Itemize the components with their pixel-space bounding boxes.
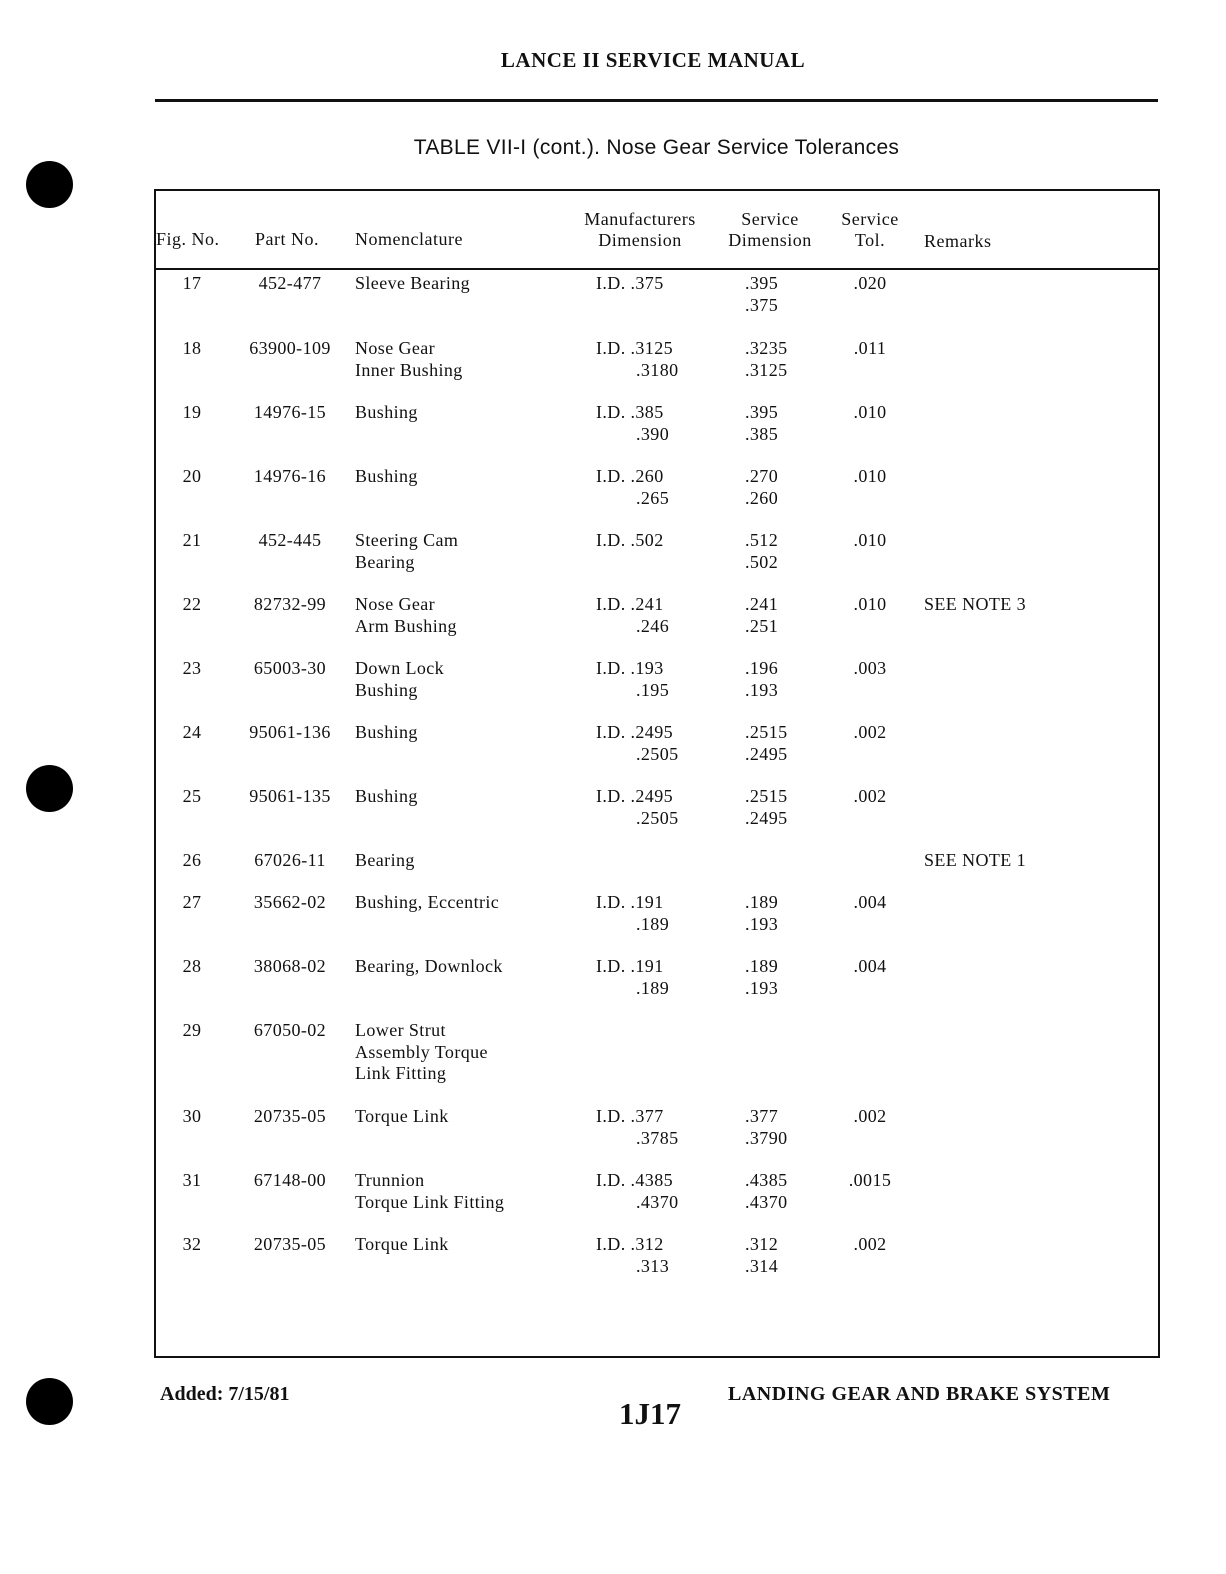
cell-service-dimension-line: .3125 <box>745 359 788 380</box>
cell-mfg-dimension-line: I.D. .193 <box>596 658 664 678</box>
cell-mfg-dimension-line: .390 <box>636 423 670 444</box>
column-header-fig-no: Fig. No. <box>156 229 220 249</box>
cell-mfg-dimension-line: I.D. .502 <box>596 530 664 550</box>
cell-mfg-dimension-line: .189 <box>636 913 670 934</box>
cell-mfg-dimension-line: .265 <box>636 487 670 508</box>
cell-mfg-dimension-line: .2505 <box>636 743 679 764</box>
cell-service-dimension <box>745 530 815 573</box>
cell-mfg-dimension <box>596 658 706 701</box>
cell-mfg-dimension-line: I.D. .2495 <box>596 786 673 806</box>
cell-mfg-dimension <box>596 530 706 552</box>
cell-service-tol: .004 <box>853 892 887 912</box>
header-divider <box>154 268 1160 270</box>
section-title: LANDING GEAR AND BRAKE SYSTEM <box>728 1383 1111 1405</box>
cell-service-dimension <box>745 786 815 829</box>
cell-service-dimension-line: .189 <box>745 892 779 912</box>
cell-service-dimension-line: .270 <box>745 466 779 486</box>
cell-nomenclature-line: Inner Bushing <box>355 359 463 380</box>
cell-fig-no: 18 <box>182 338 202 358</box>
binder-hole-top <box>26 161 73 208</box>
cell-service-dimension-line: .312 <box>745 1234 779 1254</box>
cell-mfg-dimension-line: .246 <box>636 615 670 636</box>
cell-service-dimension-line: .189 <box>745 956 779 976</box>
cell-fig-no: 25 <box>182 786 202 806</box>
cell-nomenclature-line: Bearing, Downlock <box>355 956 503 976</box>
cell-nomenclature-line: Bushing <box>355 466 418 486</box>
cell-service-tol: .010 <box>853 530 887 550</box>
cell-part-no: 67050-02 <box>253 1020 327 1040</box>
cell-service-dimension-line: .3235 <box>745 338 788 358</box>
cell-mfg-dimension <box>596 338 706 381</box>
column-header-mfg-line1: Manufacturers <box>584 209 696 229</box>
cell-fig-no: 22 <box>182 594 202 614</box>
cell-mfg-dimension <box>596 892 706 935</box>
cell-service-dimension <box>745 1170 815 1213</box>
cell-part-no: 38068-02 <box>253 956 327 976</box>
cell-part-no: 95061-136 <box>249 722 331 742</box>
cell-mfg-dimension-line: I.D. .191 <box>596 956 664 976</box>
cell-service-dimension <box>745 722 815 765</box>
column-header-nomenclature: Nomenclature <box>355 229 463 249</box>
cell-nomenclature-line: Torque Link Fitting <box>355 1191 505 1212</box>
cell-mfg-dimension-line: .3785 <box>636 1127 679 1148</box>
cell-fig-no: 29 <box>182 1020 202 1040</box>
cell-mfg-dimension <box>596 956 706 999</box>
cell-mfg-dimension <box>596 786 706 829</box>
cell-nomenclature-line: Sleeve Bearing <box>355 273 471 293</box>
cell-service-dimension <box>745 338 815 381</box>
cell-service-tol: .011 <box>853 338 887 358</box>
cell-service-tol: .010 <box>853 402 887 422</box>
column-header-svc-line1: Service <box>741 209 799 229</box>
cell-nomenclature <box>355 892 585 914</box>
cell-fig-no: 20 <box>182 466 202 486</box>
cell-mfg-dimension <box>596 1170 706 1213</box>
cell-nomenclature-line: Bushing <box>355 786 418 806</box>
cell-nomenclature-line: Bushing, Eccentric <box>355 892 500 912</box>
cell-service-dimension-line: .395 <box>745 402 779 422</box>
added-date: Added: 7/15/81 <box>160 1383 290 1405</box>
cell-service-dimension-line: .193 <box>745 913 779 934</box>
cell-nomenclature <box>355 1234 585 1256</box>
binder-hole-middle <box>26 765 73 812</box>
cell-service-tol: .002 <box>853 1234 887 1254</box>
cell-nomenclature-line: Torque Link <box>355 1234 449 1254</box>
cell-service-dimension-line: .314 <box>745 1255 779 1276</box>
cell-mfg-dimension <box>596 594 706 637</box>
cell-service-dimension-line: .193 <box>745 679 779 700</box>
cell-service-dimension <box>745 1234 815 1277</box>
cell-mfg-dimension <box>596 402 706 445</box>
cell-nomenclature-line: Nose Gear <box>355 594 436 614</box>
cell-service-dimension-line: .3790 <box>745 1127 788 1148</box>
cell-mfg-dimension-line: .2505 <box>636 807 679 828</box>
cell-mfg-dimension-line: I.D. .241 <box>596 594 664 614</box>
cell-service-dimension <box>745 594 815 637</box>
cell-nomenclature-line: Assembly Torque <box>355 1041 488 1062</box>
page-number: 1J17 <box>619 1396 681 1431</box>
cell-service-dimension <box>745 1106 815 1149</box>
column-header-part-no: Part No. <box>255 229 319 249</box>
cell-fig-no: 27 <box>182 892 202 912</box>
cell-nomenclature <box>355 786 585 808</box>
cell-service-tol: .002 <box>853 1106 887 1126</box>
cell-mfg-dimension-line: .3180 <box>636 359 679 380</box>
cell-nomenclature-line: Bearing <box>355 551 415 572</box>
cell-service-dimension-line: .395 <box>745 273 779 293</box>
cell-service-dimension-line: .377 <box>745 1106 779 1126</box>
cell-nomenclature-line: Down Lock <box>355 658 445 678</box>
cell-service-dimension-line: .2495 <box>745 743 788 764</box>
cell-service-dimension-line: .2515 <box>745 722 788 742</box>
cell-service-dimension-line: .2515 <box>745 786 788 806</box>
cell-service-dimension-line: .4385 <box>745 1170 788 1190</box>
cell-service-tol: .004 <box>853 956 887 976</box>
cell-service-tol: .020 <box>853 273 887 293</box>
cell-mfg-dimension-line: .313 <box>636 1255 670 1276</box>
cell-fig-no: 23 <box>182 658 202 678</box>
cell-service-dimension-line: .512 <box>745 530 779 550</box>
column-header-remarks: Remarks <box>924 231 992 251</box>
cell-remarks: SEE NOTE 1 <box>924 850 1026 870</box>
column-header-mfg-dimension <box>570 209 710 251</box>
cell-service-dimension <box>745 466 815 509</box>
cell-service-dimension-line: .375 <box>745 294 779 315</box>
cell-fig-no: 19 <box>182 402 202 422</box>
column-header-svc-tol <box>830 209 910 251</box>
cell-service-tol: .010 <box>853 466 887 486</box>
cell-mfg-dimension-line: I.D. .3125 <box>596 338 673 358</box>
cell-service-dimension-line: .4370 <box>745 1191 788 1212</box>
cell-nomenclature-line: Lower Strut <box>355 1020 446 1040</box>
cell-part-no: 67148-00 <box>253 1170 327 1190</box>
cell-mfg-dimension-line: I.D. .191 <box>596 892 664 912</box>
cell-part-no: 63900-109 <box>249 338 331 358</box>
cell-nomenclature <box>355 1106 585 1128</box>
cell-nomenclature-line: Bushing <box>355 679 418 700</box>
cell-fig-no: 24 <box>182 722 202 742</box>
cell-fig-no: 30 <box>182 1106 202 1126</box>
cell-nomenclature <box>355 956 585 978</box>
cell-fig-no: 32 <box>182 1234 202 1254</box>
cell-fig-no: 17 <box>182 273 202 293</box>
cell-nomenclature <box>355 1170 585 1213</box>
cell-part-no: 65003-30 <box>253 658 327 678</box>
cell-part-no: 82732-99 <box>253 594 327 614</box>
cell-service-dimension <box>745 892 815 935</box>
cell-nomenclature <box>355 273 585 295</box>
cell-nomenclature-line: Nose Gear <box>355 338 436 358</box>
cell-mfg-dimension <box>596 722 706 765</box>
cell-service-dimension-line: .196 <box>745 658 779 678</box>
cell-nomenclature-line: Steering Cam <box>355 530 459 550</box>
cell-mfg-dimension <box>596 273 706 295</box>
cell-service-tol: .002 <box>853 786 887 806</box>
cell-nomenclature <box>355 850 585 872</box>
cell-part-no: 14976-15 <box>253 402 327 422</box>
cell-service-dimension <box>745 402 815 445</box>
cell-part-no: 14976-16 <box>253 466 327 486</box>
cell-remarks: SEE NOTE 3 <box>924 594 1026 614</box>
cell-mfg-dimension-line: I.D. .385 <box>596 402 664 422</box>
column-header-svc-dimension <box>715 209 825 251</box>
cell-part-no: 95061-135 <box>249 786 331 806</box>
cell-service-dimension <box>745 658 815 701</box>
cell-nomenclature <box>355 1020 585 1085</box>
cell-service-dimension <box>745 956 815 999</box>
cell-mfg-dimension-line: I.D. .375 <box>596 273 664 293</box>
cell-mfg-dimension-line: I.D. .2495 <box>596 722 673 742</box>
cell-part-no: 35662-02 <box>253 892 327 912</box>
cell-service-tol: .0015 <box>848 1170 892 1190</box>
cell-service-dimension <box>745 273 815 316</box>
cell-service-tol: .003 <box>853 658 887 678</box>
cell-service-tol: .010 <box>853 594 887 614</box>
cell-service-dimension-line: .193 <box>745 977 779 998</box>
cell-nomenclature-line: Arm Bushing <box>355 615 457 636</box>
cell-nomenclature-line: Torque Link <box>355 1106 449 1126</box>
column-header-tol-line1: Service <box>841 209 899 229</box>
cell-nomenclature <box>355 658 585 701</box>
cell-service-dimension-line: .251 <box>745 615 779 636</box>
cell-mfg-dimension-line: I.D. .312 <box>596 1234 664 1254</box>
manual-title: LANCE II SERVICE MANUAL <box>500 48 806 72</box>
cell-nomenclature-line: Bushing <box>355 722 418 742</box>
cell-service-tol: .002 <box>853 722 887 742</box>
cell-nomenclature <box>355 466 585 488</box>
cell-fig-no: 28 <box>182 956 202 976</box>
cell-service-dimension-line: .2495 <box>745 807 788 828</box>
cell-fig-no: 21 <box>182 530 202 550</box>
cell-nomenclature <box>355 530 585 573</box>
cell-part-no: 20735-05 <box>253 1106 327 1126</box>
header-rule <box>155 99 1158 102</box>
cell-mfg-dimension-line: I.D. .4385 <box>596 1170 673 1190</box>
column-header-svc-line2: Dimension <box>728 230 812 250</box>
cell-mfg-dimension <box>596 1234 706 1277</box>
cell-fig-no: 31 <box>182 1170 202 1190</box>
cell-mfg-dimension-line: .189 <box>636 977 670 998</box>
cell-nomenclature <box>355 594 585 637</box>
cell-mfg-dimension-line: I.D. .260 <box>596 466 664 486</box>
cell-nomenclature <box>355 722 585 744</box>
cell-part-no: 67026-11 <box>254 850 326 870</box>
cell-service-dimension-line: .502 <box>745 551 779 572</box>
cell-nomenclature <box>355 338 585 381</box>
cell-nomenclature-line: Trunnion <box>355 1170 425 1190</box>
cell-nomenclature-line: Link Fitting <box>355 1063 447 1083</box>
cell-mfg-dimension-line: .195 <box>636 679 670 700</box>
cell-mfg-dimension <box>596 466 706 509</box>
cell-part-no: 20735-05 <box>253 1234 327 1254</box>
column-header-tol-line2: Tol. <box>854 230 886 250</box>
cell-nomenclature-line: Bearing <box>355 850 415 870</box>
cell-mfg-dimension <box>596 1106 706 1149</box>
cell-mfg-dimension-line: .4370 <box>636 1191 679 1212</box>
cell-mfg-dimension-line: I.D. .377 <box>596 1106 664 1126</box>
column-header-mfg-line2: Dimension <box>598 230 682 250</box>
cell-fig-no: 26 <box>182 850 202 870</box>
cell-nomenclature-line: Bushing <box>355 402 418 422</box>
cell-service-dimension-line: .260 <box>745 487 779 508</box>
binder-hole-bottom <box>26 1378 73 1425</box>
cell-nomenclature <box>355 402 585 424</box>
table-title: TABLE VII-I (cont.). Nose Gear Service Tolerances <box>413 136 900 159</box>
cell-part-no: 452-477 <box>258 273 322 293</box>
cell-part-no: 452-445 <box>258 530 322 550</box>
cell-service-dimension-line: .385 <box>745 423 779 444</box>
cell-service-dimension-line: .241 <box>745 594 779 614</box>
